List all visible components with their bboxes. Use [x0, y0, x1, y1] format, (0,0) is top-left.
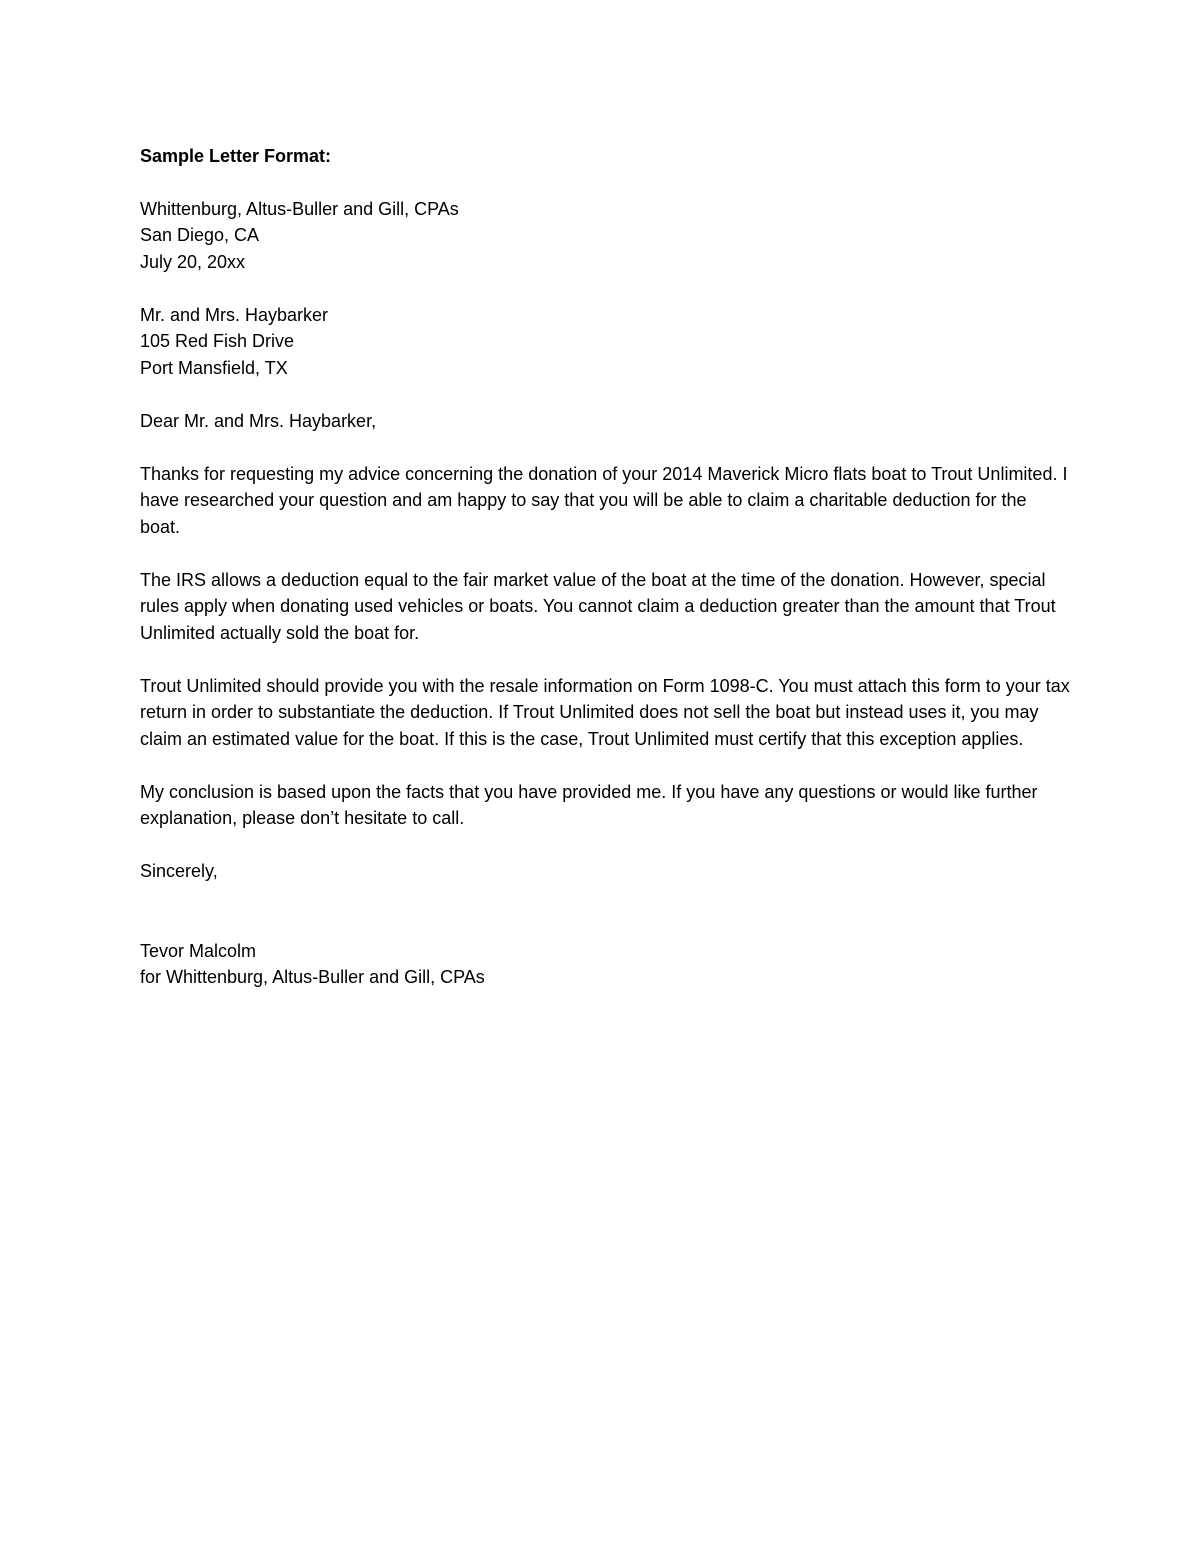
sender-block — [140, 196, 1070, 276]
paragraph-3: Trout Unlimited should provide you with the resale information on Form 1098-C. You must attach this form to your tax return in order to substantiate the deduction. If Trout Unlimited does not sell the boat but instead uses it, you may claim an estimated value for the boat. If this is the case, Trout Unlimited must certify that this exception applies. — [140, 675, 1070, 749]
signature-block — [140, 938, 1070, 991]
signature-space — [140, 885, 1070, 938]
sender-city: San Diego, CA — [140, 225, 260, 245]
closing: Sincerely, — [140, 861, 218, 881]
recipient-name: Mr. and Mrs. Haybarker — [140, 304, 329, 325]
recipient-street: 105 Red Fish Drive — [140, 331, 295, 351]
letter-heading: Sample Letter Format: — [140, 146, 332, 166]
paragraph-1: Thanks for requesting my advice concerning the donation of your 2014 Maverick Micro flats boat to Trout Unlimited. I have researched your question and am happy to say that you will be able to claim a charitable deduction for the boat. — [140, 463, 1068, 537]
salutation: Dear Mr. and Mrs. Haybarker, — [140, 410, 377, 431]
paragraph-4: My conclusion is based upon the facts that you have provided me. If you have any questions or would like further explanation, please don’t hesitate to call. — [140, 781, 1038, 828]
signature-name: Tevor Malcolm — [140, 940, 257, 961]
paragraph-2: The IRS allows a deduction equal to the fair market value of the boat at the time of the donation. However, special rules apply when donating used vehicles or boats. You cannot claim a deduction greater than the amount that Trout Unlimited actually sold the boat for. — [140, 569, 1056, 643]
sender-name: Whittenburg, Altus-Buller and Gill, CPAs — [140, 198, 459, 219]
recipient-city: Port Mansfield, TX — [140, 357, 288, 378]
letter-body — [140, 143, 1070, 1017]
recipient-block — [140, 302, 1070, 382]
signature-firm: for Whittenburg, Altus-Buller and Gill, CPAs — [140, 967, 485, 987]
letter-date: July 20, 20xx — [140, 251, 246, 272]
